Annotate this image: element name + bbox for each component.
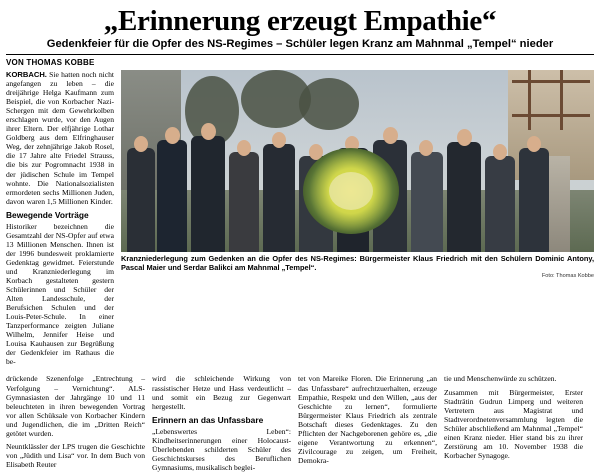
- photo-person-head: [134, 136, 148, 152]
- photo-person-head: [237, 140, 251, 156]
- photo-person-head: [272, 132, 286, 148]
- photo-person-head: [493, 144, 507, 160]
- byline: VON THOMAS KOBBE: [6, 58, 95, 67]
- photo-wreath: [303, 148, 399, 234]
- photo-person-head: [419, 140, 433, 156]
- timber-beam: [512, 114, 590, 117]
- divider: [6, 54, 594, 55]
- subheadline: Gedenkfeier für die Opfer des NS-Regimes – Schüler legen Kranz am Mahnmal „Tempel“ nieder: [46, 38, 554, 50]
- photo-person: [157, 140, 187, 252]
- paragraph-lead: [6, 70, 114, 206]
- photo-credit: Foto: Thomas Kobbe: [541, 273, 594, 280]
- paragraph-5: wird die schleichende Wirkung von rassistischer Hetze und Hass verdeutlicht – und somit ein Bezug zur Gegenwart hergestellt.: [152, 374, 291, 411]
- page-title: „Erinnerung erzeugt Empathie“: [103, 5, 497, 37]
- photo-person-head: [201, 123, 216, 140]
- column-two: [6, 374, 145, 475]
- timber-beam: [512, 80, 590, 83]
- paragraph-2: Historiker bezeichnen die Gesamtzahl der NS-Opfer auf etwa 13 Millionen Menschen. Ihnen ist der 1996 bundesweit proklamierte Gedenktag gewidmet. Feierstunde und Kranzniederlegung im Korbach gestalteten gestern Schülerinnen und Schüler der Alten Landesschule, der Berufsichen Schulen und der Louis-Peter-Schule. In einer Tanzperformance zeigten Juliane Wilhelm, Jennifer Heise und Louisa Kauhausen zur Begrüßung der Gedenkfeier im Rathaus die be-: [6, 221, 114, 367]
- photo-person: [263, 144, 295, 252]
- photo-person-head: [457, 129, 472, 146]
- column-five: [444, 374, 583, 475]
- paragraph-6: „Lebenswertes Leben“: Kindheitserinnerungen einer Holocaust-Überlebenden schilderten Schüler des Geschichtskurses des Beruflichen Gymnasiums, musikalisch beglei-: [152, 426, 291, 472]
- section-heading-unfassbare: Erinnern an das Unfassbare: [152, 414, 264, 425]
- photo-person: [411, 152, 443, 252]
- photo-person: [447, 142, 481, 252]
- photo-person: [519, 148, 549, 252]
- photo-person: [485, 156, 515, 252]
- photo-person: [229, 152, 259, 252]
- paragraph-9: Zusammen mit Bürgermeister, Erster Stadträtin Gudrun Limperg und weiteren Vertretern aus Magistrat und Stadtverordnetenversammlung legten die Schüler abschließend am Mahnmal „Tempel“ einen Kranz nieder. Hier stand bis zu ihrer Zerstörung am 10. November 1938 die Korbacher Synagoge.: [444, 387, 583, 460]
- section-heading-vortraege: Bewegende Vorträge: [6, 209, 89, 220]
- photo-caption: Kranzniederlegung zum Gedenken an die Opfer des NS-Regimes: Bürgermeister Klaus Friedrich mit den Schülern Dominic Antony, Pascal Maier und Serdar Balikci am Mahnmal „Tempel“.: [121, 254, 594, 273]
- photo-person-head: [165, 127, 180, 144]
- photo-person: [191, 136, 225, 252]
- photo-block: [121, 70, 594, 370]
- news-photo: [121, 70, 594, 252]
- paragraph-lead-text: Sie hatten noch nicht angefangen zu leben – die dreijährige Helga Kaufmann zum Beispiel, die von Korbacher Nazi-Schergen mit dem Gewehrkolben erschlagen wurde, vor den Augen ihrer Eltern. Der elfjährige Lothar Goldberg aus dem Elfringhauser Weg, der zehnjährige Jakob Rosel, die 17 Jahre alte Friedel Strauss, die bis zur Pogromnacht 1938 in der jüdischen Schule im Tempel wohnte. Die Nationalsozialisten ermordeten sechs Millionen Juden, davon waren 1,5 Millionen Kinder.: [6, 70, 114, 206]
- dateline: KORBACH.: [6, 70, 47, 79]
- top-block: [6, 70, 594, 370]
- column-three: [152, 374, 291, 475]
- photo-tree: [299, 78, 359, 130]
- photo-person-head: [527, 136, 541, 152]
- photo-person-head: [383, 127, 398, 144]
- paragraph-3: drückende Szenenfolge „Entrechtung – Verfolgung – Vernichtung“. ALS-Gymnasiasten der Jahrgänge 10 und 11 beleuchteten in ihren bewegenden Vortrag vor allen Schüksale von Korbacher Kindern und Jugendlichen, die im „Dritten Reich“ getötet wurden.: [6, 374, 145, 438]
- photo-crowd: [121, 134, 594, 252]
- timber-post: [560, 70, 563, 130]
- photo-person: [127, 148, 155, 252]
- paragraph-8: tie und Menschenwürde zu schützen.: [444, 374, 557, 384]
- paragraph-4: Neuntklässler der LPS trugen die Geschichte von „Jüdith und Lisa“ vor. In dem Buch von Elisabeth Reuter: [6, 441, 145, 469]
- column-one: [6, 70, 114, 370]
- paragraph-7: tet von Mareike Floren. Die Erinnerung „an das Unfassbare“ aufrechtzuerhalten, erzeuge Empathie, Respekt und den Willen, „aus der Geschichte zu lernen“, formulierte Bürgermeister Klaus Friedrich als zentrale Botschaft dieses Gedenktages. Zu den Pflichten der Nachgeborenen gehöre es, „die eigene Verantwortung zu erkennen“, Zivilcourage zu zeigen, um Freiheit, Demokra-: [298, 374, 437, 465]
- column-four: [298, 374, 437, 475]
- lower-columns: [6, 374, 594, 475]
- timber-post: [528, 70, 531, 130]
